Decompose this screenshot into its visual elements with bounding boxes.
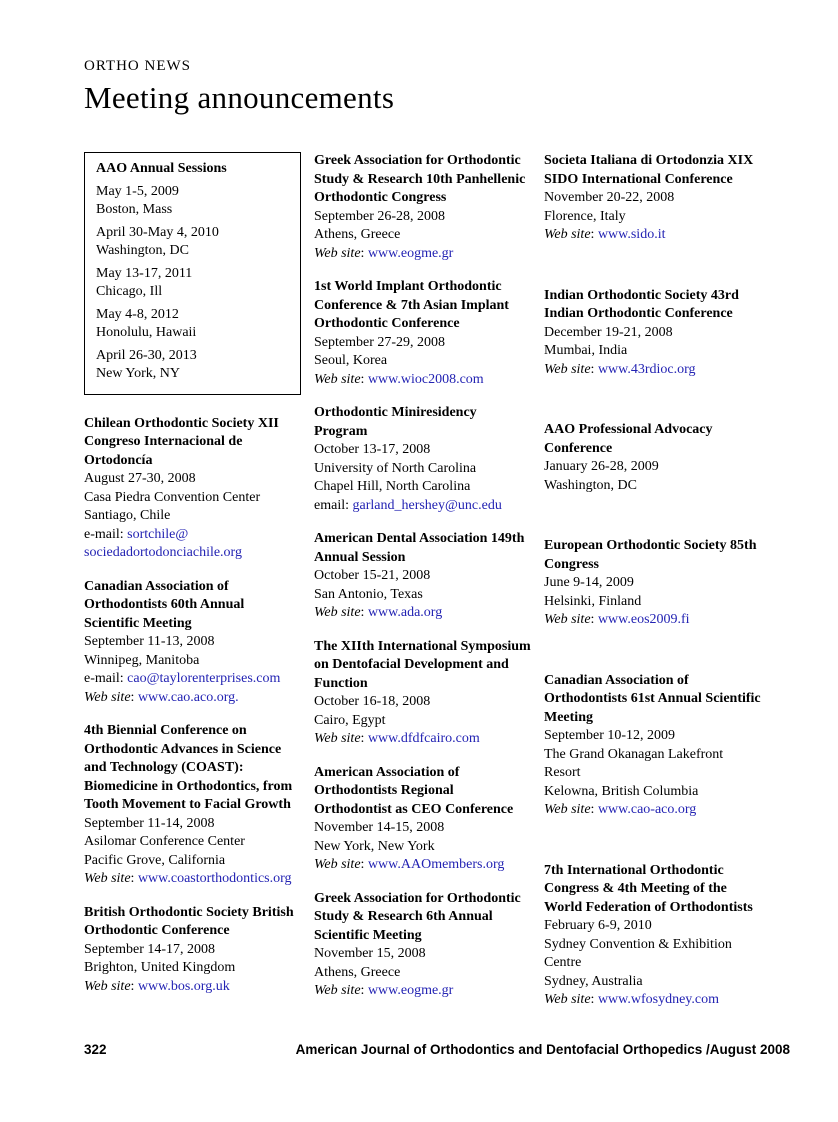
- aao-session: [96, 347, 294, 384]
- entry-line: [544, 973, 761, 992]
- entry-line: [544, 954, 761, 973]
- text-segment: Cairo, Egypt: [314, 712, 386, 728]
- text-segment: September 14-17, 2008: [84, 941, 216, 957]
- entry-line: [84, 852, 301, 871]
- entry-line: [314, 964, 531, 983]
- entry-line: [544, 917, 761, 936]
- text-segment: August 27-30, 2008: [84, 471, 196, 486]
- entry-line: [314, 819, 531, 838]
- web-site-label: Web site: [544, 361, 591, 377]
- web-link[interactable]: www.ada.org: [367, 605, 443, 620]
- entry-title: The XIIth International Symposium on Dentofacial Development and Function: [314, 638, 531, 691]
- entry-title: British Orthodontic Society British Orthodontic Conference: [84, 904, 294, 938]
- text-segment: :: [360, 371, 368, 387]
- email-link[interactable]: sociedadortodonciachile.org: [84, 545, 242, 560]
- text-segment: Sydney Convention & Exhibition: [544, 936, 732, 952]
- announcement-entry: [84, 578, 301, 708]
- entry-line: [544, 936, 761, 955]
- entry-title: Greek Association for Orthodontic Study & Research 10th Panhellenic Orthodontic Congress: [314, 153, 526, 205]
- announcement-entry: [314, 890, 531, 1001]
- announcement-entry: [314, 404, 531, 515]
- web-link[interactable]: www.eos2009.fi: [597, 612, 690, 627]
- text-segment: :: [590, 992, 598, 1007]
- entry-line: [84, 870, 301, 889]
- page-footer: [84, 1042, 790, 1057]
- email-link[interactable]: cao@taylorenterprises.com: [127, 671, 281, 686]
- session-dates: May 1-5, 2009: [96, 183, 179, 199]
- session-location: Chicago, Ill: [96, 284, 163, 299]
- web-site-label: Web site: [314, 857, 361, 872]
- aao-annual-sessions-box: [84, 152, 301, 395]
- text-segment: Kelowna, British Columbia: [544, 783, 699, 799]
- entry-line: [544, 361, 761, 380]
- entry-line: [84, 633, 301, 652]
- web-link[interactable]: www.wioc2008.com: [367, 371, 484, 387]
- entry-line: [84, 978, 301, 997]
- web-link[interactable]: www.dfdfcairo.com: [367, 731, 480, 746]
- entry-line: [544, 324, 761, 343]
- text-segment: Sydney, Australia: [544, 973, 643, 989]
- announcement-entry: [84, 722, 301, 889]
- text-segment: January 26-28, 2009: [544, 459, 659, 474]
- text-segment: Athens, Greece: [314, 964, 401, 980]
- entry-line: [84, 652, 301, 671]
- entry-line: [544, 342, 761, 361]
- entry-title: AAO Professional Advocacy Conference: [544, 422, 713, 456]
- text-segment: Chapel Hill, North Carolina: [314, 479, 471, 494]
- text-segment: Athens, Greece: [314, 227, 401, 242]
- text-segment: September 26-28, 2008: [314, 208, 446, 224]
- entry-line: [314, 334, 531, 353]
- announcement-entry: [84, 415, 301, 563]
- text-segment: e-mail:: [84, 526, 128, 542]
- web-site-label: Web site: [544, 802, 591, 817]
- text-segment: Helsinki, Finland: [544, 593, 642, 609]
- web-site-label: Web site: [544, 612, 591, 627]
- announcement-entry: [544, 862, 761, 1010]
- entry-line: [544, 991, 761, 1010]
- text-segment: :: [360, 731, 368, 746]
- entry-line: [84, 470, 301, 489]
- entry-line: [314, 441, 531, 460]
- section-eyebrow: ORTHO NEWS: [84, 58, 192, 74]
- aao-session: [96, 306, 294, 343]
- entry-line: [544, 477, 761, 496]
- web-site-label: Web site: [84, 871, 131, 886]
- entry-title: 4th Biennial Conference on Orthodontic Advances in Science and Technology (COAST): Biomedicine in Orthodontics, from Tooth Movement to Facial Growth: [84, 723, 293, 812]
- entry-line: [314, 712, 531, 731]
- web-link[interactable]: www.cao-aco.org: [597, 802, 697, 817]
- web-site-label: Web site: [314, 371, 361, 387]
- announcement-entry: [314, 152, 531, 263]
- page-number: 322: [84, 1042, 107, 1057]
- text-segment: :: [360, 605, 368, 620]
- web-site-label: Web site: [84, 978, 131, 994]
- announcement-columns: [84, 152, 761, 1052]
- entry-line: [314, 567, 531, 586]
- entry-line: [544, 189, 761, 208]
- entry-title: 7th International Orthodontic Congress & 4th Meeting of the World Federation of Orthodontists: [544, 862, 753, 915]
- web-link[interactable]: www.eogme.gr: [367, 983, 454, 998]
- text-segment: Pacific Grove, California: [84, 852, 226, 868]
- text-segment: Washington, DC: [544, 477, 637, 493]
- web-site-label: Web site: [314, 245, 361, 261]
- text-segment: :: [590, 361, 598, 377]
- text-segment: November 15, 2008: [314, 946, 426, 961]
- entry-line: [544, 764, 761, 783]
- aao-session: [96, 224, 294, 261]
- entry-line: [84, 670, 301, 689]
- session-location: Washington, DC: [96, 243, 189, 258]
- text-segment: :: [590, 227, 598, 242]
- text-segment: Brighton, United Kingdom: [84, 960, 236, 975]
- entry-line: [84, 507, 301, 526]
- web-site-label: Web site: [314, 605, 361, 620]
- entry-title: Canadian Association of Orthodontists 60th Annual Scientific Meeting: [84, 578, 245, 631]
- entry-line: [314, 838, 531, 857]
- entry-line: [544, 458, 761, 477]
- text-segment: :: [130, 689, 138, 705]
- text-segment: e-mail:: [84, 671, 128, 686]
- web-link[interactable]: www.cao.aco.org.: [137, 689, 239, 705]
- entry-line: [314, 856, 531, 875]
- entry-line: [544, 574, 761, 593]
- announcement-entry: [544, 672, 761, 820]
- web-link[interactable]: www.43rdioc.org: [597, 361, 696, 377]
- announcement-entry: [544, 152, 761, 245]
- entry-title: American Dental Association 149th Annual Session: [314, 531, 525, 565]
- entry-line: [314, 226, 531, 245]
- text-segment: Santiago, Chile: [84, 508, 171, 523]
- entry-line: [314, 352, 531, 371]
- entry-line: [84, 489, 301, 508]
- web-link[interactable]: www.coastorthodontics.org: [137, 871, 292, 886]
- entry-line: [544, 226, 761, 245]
- entry-line: [314, 371, 531, 390]
- entry-title: European Orthodontic Society 85th Congress: [544, 538, 757, 572]
- text-segment: November 14-15, 2008: [314, 820, 445, 835]
- entry-line: [84, 689, 301, 708]
- page-header: [84, 58, 394, 116]
- aao-session: [96, 183, 294, 220]
- entry-line: [314, 982, 531, 1001]
- web-site-label: Web site: [544, 227, 591, 242]
- page-title: Meeting announcements: [84, 80, 395, 115]
- text-segment: October 15-21, 2008: [314, 568, 431, 583]
- web-site-label: Web site: [84, 689, 131, 705]
- web-site-label: Web site: [314, 983, 361, 998]
- entry-title: Greek Association for Orthodontic Study & Research 6th Annual Scientific Meeting: [314, 890, 521, 943]
- entry-line: [314, 208, 531, 227]
- entry-line: [544, 783, 761, 802]
- entry-line: [84, 526, 301, 545]
- announcement-entry: [84, 904, 301, 997]
- column-3: [544, 152, 761, 1052]
- announcement-entry: [544, 287, 761, 380]
- announcement-entry: [314, 530, 531, 623]
- entry-title: American Association of Orthodontists Regional Orthodontist as CEO Conference: [314, 764, 514, 817]
- entry-line: [314, 478, 531, 497]
- email-link[interactable]: garland_hershey@unc.edu: [352, 497, 502, 513]
- text-segment: Winnipeg, Manitoba: [84, 652, 200, 668]
- web-link[interactable]: www.bos.org.uk: [137, 978, 230, 994]
- entry-title: Indian Orthodontic Society 43rd Indian Orthodontic Conference: [544, 287, 739, 321]
- text-segment: Mumbai, India: [544, 343, 628, 358]
- text-segment: September 11-14, 2008: [84, 815, 215, 831]
- entry-line: [84, 544, 301, 563]
- text-segment: September 27-29, 2008: [314, 334, 446, 350]
- web-site-label: Web site: [544, 992, 591, 1007]
- announcement-entry: [544, 537, 761, 630]
- text-segment: Seoul, Korea: [314, 353, 388, 368]
- entry-line: [544, 801, 761, 820]
- entry-title: Chilean Orthodontic Society XII Congreso Internacional de Ortodoncía: [84, 415, 279, 468]
- entry-line: [314, 945, 531, 964]
- column-1: [84, 152, 301, 1052]
- web-site-label: Web site: [314, 731, 361, 746]
- entry-line: [544, 727, 761, 746]
- entry-line: [544, 611, 761, 630]
- entry-title: Canadian Association of Orthodontists 61st Annual Scientific Meeting: [544, 672, 761, 725]
- entry-line: [84, 959, 301, 978]
- text-segment: Casa Piedra Convention Center: [84, 489, 261, 505]
- web-link[interactable]: www.wfosydney.com: [597, 992, 719, 1007]
- entry-line: [544, 208, 761, 227]
- entry-line: [544, 746, 761, 765]
- text-segment: The Grand Okanagan Lakefront: [544, 746, 724, 762]
- web-link[interactable]: www.sido.it: [597, 227, 666, 242]
- entry-line: [314, 586, 531, 605]
- announcement-entry: [314, 638, 531, 749]
- text-segment: September 10-12, 2009: [544, 728, 676, 743]
- session-dates: May 13-17, 2011: [96, 265, 193, 281]
- entry-line: [314, 497, 531, 516]
- text-segment: October 16-18, 2008: [314, 694, 431, 709]
- session-location: Honolulu, Hawaii: [96, 325, 197, 340]
- text-segment: :: [360, 857, 368, 872]
- entry-line: [314, 245, 531, 264]
- aao-session: [96, 265, 294, 302]
- text-segment: February 6-9, 2010: [544, 918, 652, 933]
- entry-line: [314, 604, 531, 623]
- aao-box-title: AAO Annual Sessions: [96, 161, 227, 176]
- text-segment: New York, New York: [314, 838, 435, 854]
- session-location: Boston, Mass: [96, 202, 173, 217]
- session-dates: May 4-8, 2012: [96, 306, 179, 322]
- text-segment: November 20-22, 2008: [544, 190, 675, 205]
- text-segment: September 11-13, 2008: [84, 634, 215, 649]
- web-link[interactable]: www.AAOmembers.org: [367, 857, 505, 872]
- text-segment: October 13-17, 2008: [314, 442, 431, 457]
- text-segment: Centre: [544, 955, 582, 970]
- text-segment: email:: [314, 497, 353, 513]
- text-segment: University of North Carolina: [314, 460, 477, 476]
- announcement-entry: [544, 421, 761, 495]
- email-link[interactable]: sortchile@: [127, 526, 189, 542]
- text-segment: December 19-21, 2008: [544, 324, 673, 340]
- text-segment: :: [130, 978, 138, 994]
- column-2: [314, 152, 531, 1052]
- session-location: New York, NY: [96, 366, 181, 381]
- text-segment: :: [590, 612, 598, 627]
- announcement-entry: [314, 278, 531, 389]
- entry-line: [314, 693, 531, 712]
- text-segment: June 9-14, 2009: [544, 575, 634, 590]
- entry-line: [84, 941, 301, 960]
- entry-title: 1st World Implant Orthodontic Conference & 7th Asian Implant Orthodontic Conference: [314, 279, 509, 331]
- text-segment: :: [360, 983, 368, 998]
- entry-line: [84, 815, 301, 834]
- entry-line: [314, 460, 531, 479]
- entry-line: [544, 593, 761, 612]
- text-segment: :: [590, 802, 598, 817]
- text-segment: :: [130, 871, 138, 886]
- entry-title: Societa Italiana di Ortodonzia XIX SIDO International Conference: [544, 153, 754, 187]
- journal-citation: American Journal of Orthodontics and Dentofacial Orthopedics /August 2008: [295, 1042, 790, 1057]
- web-link[interactable]: www.eogme.gr: [367, 245, 454, 261]
- text-segment: Asilomar Conference Center: [84, 834, 245, 849]
- session-dates: April 30-May 4, 2010: [96, 224, 219, 240]
- entry-line: [314, 730, 531, 749]
- text-segment: Resort: [544, 765, 581, 780]
- text-segment: :: [360, 245, 368, 261]
- session-dates: April 26-30, 2013: [96, 347, 197, 363]
- text-segment: San Antonio, Texas: [314, 586, 423, 602]
- announcement-entry: [314, 764, 531, 875]
- entry-title: Orthodontic Miniresidency Program: [314, 405, 477, 439]
- text-segment: Florence, Italy: [544, 208, 626, 224]
- entry-line: [84, 833, 301, 852]
